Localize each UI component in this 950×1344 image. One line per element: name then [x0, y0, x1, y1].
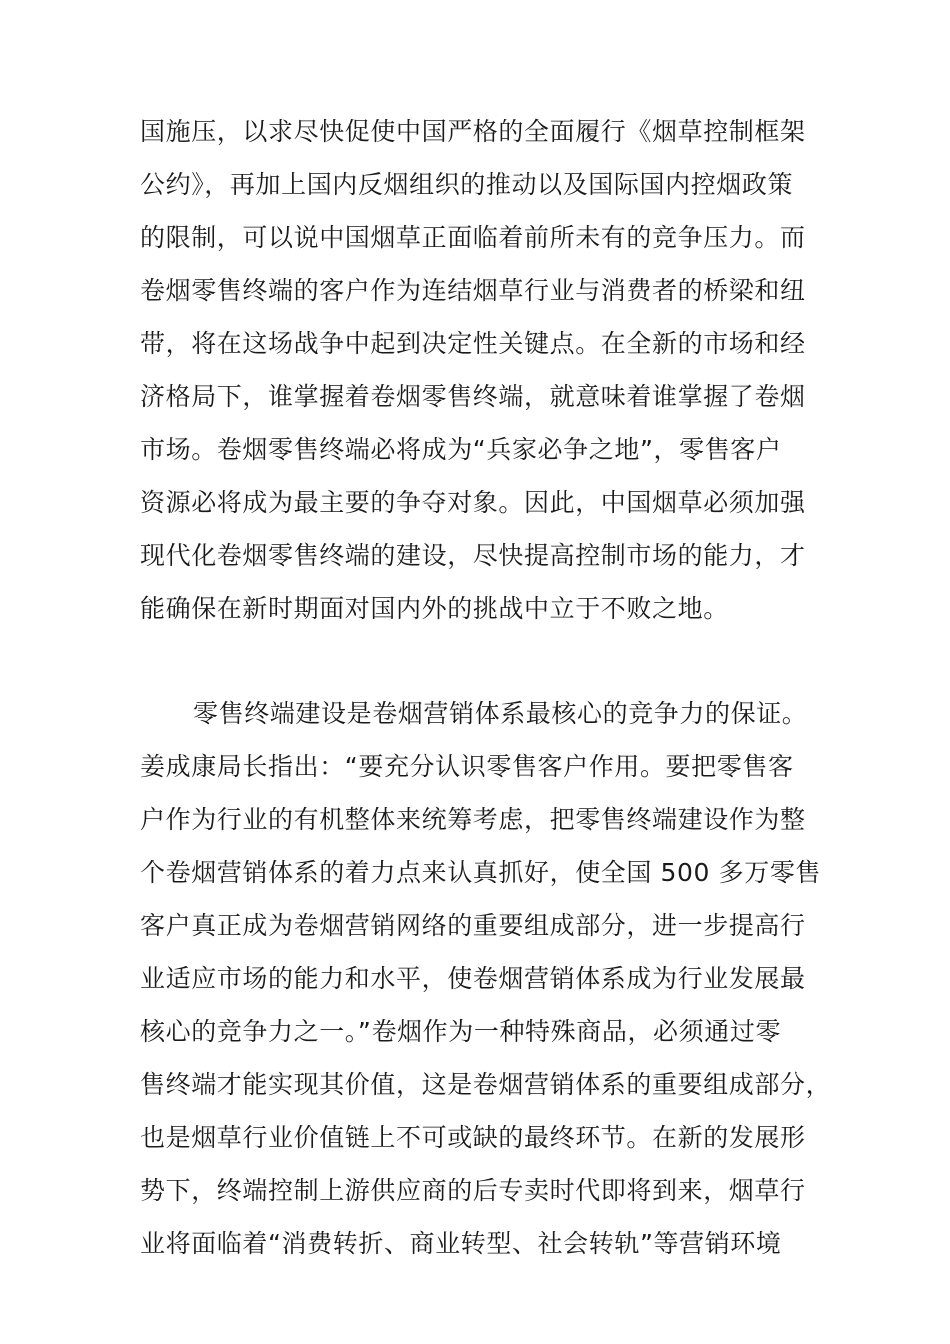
text-line: 资源必将成为最主要的争夺对象。因此，中国烟草必须加强 [140, 488, 806, 517]
text-line: 零售终端建设是卷烟营销体系最核心的竞争力的保证。 [193, 699, 808, 728]
text-line: 个卷烟营销体系的着力点来认真抓好，使全国 500 多万零售 [140, 858, 822, 887]
text-line: 业适应市场的能力和水平，使卷烟营销体系成为行业发展最 [140, 964, 806, 993]
text-line: 现代化卷烟零售终端的建设，尽快提高控制市场的能力，才 [140, 541, 806, 570]
text-line: 势下，终端控制上游供应商的后专卖时代即将到来，烟草行 [140, 1176, 806, 1205]
text-line: 带，将在这场战争中起到决定性关键点。在全新的市场和经 [140, 329, 806, 358]
text-line: 姜成康局长指出：“要充分认识零售客户作用。要把零售客 [140, 752, 794, 781]
text-line: 能确保在新时期面对国内外的挑战中立于不败之地。 [140, 594, 729, 623]
text-line: 售终端才能实现其价值，这是卷烟营销体系的重要组成部分， [140, 1070, 832, 1099]
text-line: 公约》，再加上国内反烟组织的推动以及国际国内控烟政策 [140, 170, 794, 199]
text-line: 也是烟草行业价值链上不可或缺的最终环节。在新的发展形 [140, 1123, 806, 1152]
text-line: 户作为行业的有机整体来统筹考虑，把零售终端建设作为整 [140, 805, 806, 834]
text-line: 核心的竞争力之一。”卷烟作为一种特殊商品，必须通过零 [140, 1017, 782, 1046]
text-line: 业将面临着“消费转折、商业转型、社会转轨”等营销环境 [140, 1229, 782, 1258]
text-line: 济格局下，谁掌握着卷烟零售终端，就意味着谁掌握了卷烟 [140, 382, 806, 411]
text-line: 卷烟零售终端的客户作为连结烟草行业与消费者的桥梁和纽 [140, 276, 806, 305]
text-line: 客户真正成为卷烟营销网络的重要组成部分，进一步提高行 [140, 911, 806, 940]
text-line: 国施压，以求尽快促使中国严格的全面履行《烟草控制框架 [140, 117, 806, 146]
text-line: 的限制，可以说中国烟草正面临着前所未有的竞争压力。而 [140, 223, 806, 252]
text-line: 市场。卷烟零售终端必将成为“兵家必争之地”，零售客户 [140, 435, 782, 464]
